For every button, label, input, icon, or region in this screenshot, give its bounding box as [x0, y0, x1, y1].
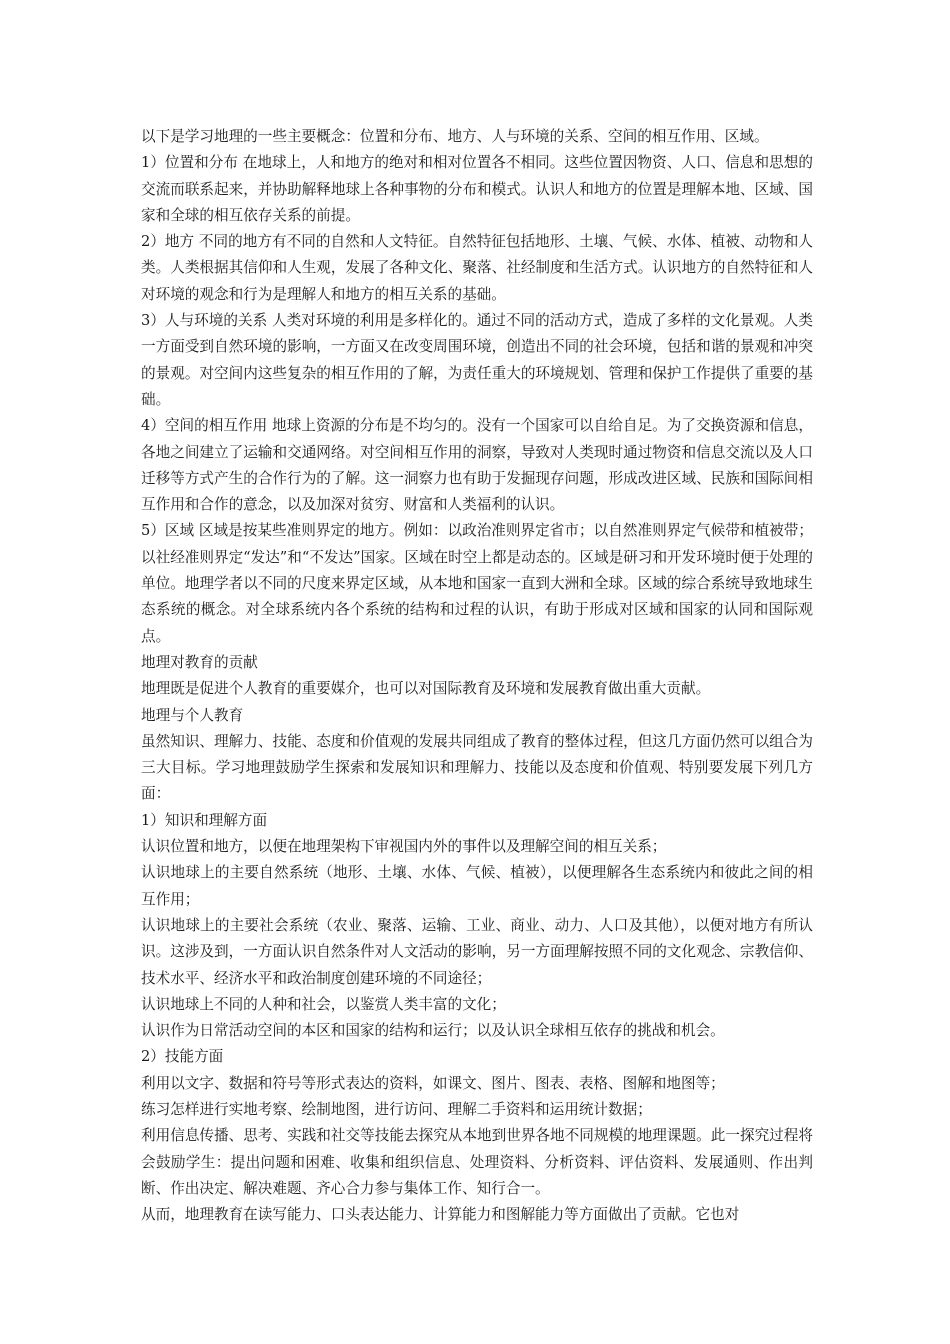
list-item: 认识地球上的主要社会系统（农业、聚落、运输、工业、商业、动力、人口及其他），以便对地方有所认识。这涉及到，一方面认识自然条件对人文活动的影响，另一方面理解按照不同的文化观念、宗教信仰、技术水平、经济水平和政治制度创建环境的不同途径；	[141, 916, 813, 987]
paragraph-spatial-interaction: 4）空间的相互作用 地球上资源的分布是不均匀的。没有一个国家可以自给自足。为了交换资源和信息，各地之间建立了运输和交通网络。对空间相互作用的洞察，导致对人类现时通过物资和信息交流以及人口迁移等方式产生的合作行为的了解。这一洞察力也有助于发掘现存问题，形成改进区域、民族和国际间相互作用和合作的意念，以及加深对贫穷、财富和人类福利的认识。	[141, 417, 813, 514]
heading-skills: 2）技能方面	[141, 1048, 224, 1066]
paragraph-region: 5）区域 区域是按某些准则界定的地方。例如：以政治准则界定省市；以自然准则界定气候带和植被带；以社经准则界定“发达”和“不发达”国家。区域在时空上都是动态的。区域是研习和开发环境时便于处理的单位。地理学者以不同的尺度来界定区域，从本地和国家一直到大洲和全球。区域的综合系统导致地球生态系统的概念。对全球系统内各个系统的结构和过程的认识，有助于形成对区域和国家的认同和国际观点。	[141, 522, 813, 645]
list-item: 认识作为日常活动空间的本区和国家的结构和运行；以及认识全球相互依存的挑战和机会。	[141, 1022, 725, 1040]
list-item: 利用信息传播、思考、实践和社交等技能去探究从本地到世界各地不同规模的地理课题。此一探究过程将会鼓励学生：提出问题和困难、收集和组织信息、处理资料、分析资料、评估资料、发展通则、作出判断、作出决定、解决难题、齐心合力参与集体工作、知行合一。	[141, 1127, 813, 1197]
heading-education-contribution: 地理对教育的贡献	[141, 653, 258, 671]
list-item: 认识位置和地方，以便在地理架构下审视国内外的事件以及理解空间的相互关系；	[141, 838, 667, 856]
list-item: 练习怎样进行实地考察、绘制地图，进行访问、理解二手资料和运用统计数据；	[141, 1100, 652, 1118]
paragraph-personal-education: 虽然知识、理解力、技能、态度和价值观的发展共同组成了教育的整体过程，但这几方面仍然可以组合为三大目标。学习地理鼓励学生探索和发展知识和理解力、技能以及态度和价值观、特别要发展下列几方面：	[141, 732, 813, 803]
list-item: 认识地球上不同的人种和社会，以鉴赏人类丰富的文化；	[141, 995, 506, 1013]
list-item: 认识地球上的主要自然系统（地形、土壤、水体、气候、植被），以便理解各生态系统内和彼此之间的相互作用；	[141, 864, 813, 908]
paragraph-education-contribution: 地理既是促进个人教育的重要媒介，也可以对国际教育及环境和发展教育做出重大贡献。	[141, 680, 711, 698]
paragraph-intro: 以下是学习地理的一些主要概念：位置和分布、地方、人与环境的关系、空间的相互作用、区域。	[141, 128, 769, 145]
document-body	[141, 124, 813, 1228]
paragraph-location-distribution: 1）位置和分布 在地球上，人和地方的绝对和相对位置各不相同。这些位置因物资、人口、信息和思想的交流而联系起来，并协助解释地球上各种事物的分布和模式。认识人和地方的位置是理解本地、区域、国家和全球的相互依存关系的前提。	[141, 154, 813, 224]
heading-personal-education: 地理与个人教育	[141, 706, 244, 724]
paragraph-conclusion: 从而，地理教育在读写能力、口头表达能力、计算能力和图解能力等方面做出了贡献。它也对	[141, 1206, 740, 1224]
heading-knowledge-understanding: 1）知识和理解方面	[141, 811, 268, 829]
paragraph-human-environment: 3）人与环境的关系 人类对环境的利用是多样化的。通过不同的活动方式，造成了多样的文化景观。人类一方面受到自然环境的影响，一方面又在改变周围环境，创造出不同的社会环境，包括和谐的景观和冲突的景观。对空间内这些复杂的相互作用的了解，为责任重大的环境规划、管理和保护工作提供了重要的基础。	[141, 312, 813, 408]
paragraph-place: 2）地方 不同的地方有不同的自然和人文特征。自然特征包括地形、土壤、气候、水体、植被、动物和人类。人类根据其信仰和人生观，发展了各种文化、聚落、社经制度和生活方式。认识地方的自然特征和人对环境的观念和行为是理解人和地方的相互关系的基础。	[141, 233, 813, 303]
list-item: 利用以文字、数据和符号等形式表达的资料，如课文、图片、图表、表格、图解和地图等；	[141, 1074, 725, 1092]
